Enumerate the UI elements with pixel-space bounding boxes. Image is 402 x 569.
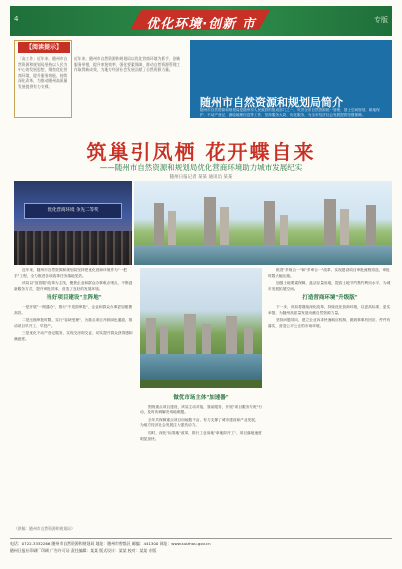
- page-footer: [10, 538, 392, 562]
- building: [340, 209, 349, 245]
- building: [146, 318, 156, 354]
- building: [204, 197, 216, 245]
- intro-panel-text: 随州市自然资源和规划局是随州市人民政府的组成部门之一，负责全市自然资源统一管理、国土空间规划、耕地保护、不动产登记、测绘地理信息等工作，坚持服务大局、优化服务，为全市经济社会发展提供坚强保障。: [200, 108, 380, 118]
- building: [160, 326, 168, 354]
- building: [280, 215, 288, 245]
- paragraph: 围绕重点项目建设，该局主动对接、靠前服务，开展"项目服务专班"行动，及时协调解决用地难题。: [140, 404, 262, 415]
- riverside-city-photo: [140, 268, 262, 388]
- building: [226, 316, 237, 354]
- paragraph: 坚持问题导向，建立企业诉求快速响应机制，做到事事有回应、件件有落实，营造公平公正的市场环境。: [268, 318, 391, 328]
- river: [140, 354, 262, 380]
- river: [134, 245, 392, 265]
- paragraph: 近年来，随州市自然资源和规划局坚持把优化营商环境作为"一把手"工程，全力推进各项改革任务落地见效。: [14, 268, 127, 278]
- riverbank: [140, 380, 262, 388]
- audience: [14, 231, 132, 265]
- paragraph: 三是优化不动产登记服务，实现交房即交证，切实提升群众获得感和满意度。: [14, 331, 133, 341]
- reading-tips-tag: 【阅读提示】: [18, 42, 70, 53]
- article-column-3: [268, 268, 392, 534]
- article-column-1: [14, 268, 134, 534]
- article-column-2: [140, 392, 262, 534]
- section-heading: 当好项目建设"主阵地": [46, 295, 102, 302]
- building: [366, 205, 376, 245]
- building: [244, 328, 253, 354]
- page-number: 4: [14, 15, 19, 23]
- footer-line-2: 随州日报社印刷厂印刷 广告许可证 责任编辑：某某 版式设计：某某 校对：某某 专版: [10, 547, 157, 553]
- intro-panel-title: 随州市自然资源和规划局简介: [200, 96, 343, 109]
- paragraph: 一是开展"一网通办"，推行"不见面审批"，企业和群众办事更加便捷高效。: [14, 304, 133, 315]
- paragraph: 推进"多规合一"和"多审合一"改革，实现建设项目审批流程再造，审批时限大幅压缩。: [268, 268, 390, 278]
- city-skyline-photo: [134, 181, 392, 265]
- paragraph: 加强土地要素保障，盘活存量用地，提高土地节约集约利用水平，为城市发展拓展空间。: [268, 281, 391, 291]
- subheadline: ——随州市自然资源和规划局优化营商环境助力城市发展纪实: [99, 163, 303, 172]
- paragraph: 全年共保障重点项目用地数千亩，有力支撑了城市建设和产业发展，为地方经济社会发展注入强劲动力。: [140, 417, 259, 428]
- masthead-title: 优化环境·创新 市: [146, 17, 256, 32]
- building: [202, 324, 211, 354]
- intro-block: [10, 40, 392, 118]
- page-header: [10, 6, 392, 36]
- building: [264, 201, 275, 245]
- building: [154, 203, 164, 245]
- footer-line-1: 电话：0722-3332266 随州市自然资源和规划局 地址：随州市曾都区 邮编：441300 网址：www.suizhou.gov.cn: [10, 541, 211, 546]
- reading-tips-text-2: 近年来，随州市自然资源和规划局以优化营商环境为抓手，创新服务举措，提升审批效率，强化要素保障，推动自然资源管理工作取得新成效，为地方经济社会发展贡献了自然资源力量。: [74, 56, 181, 72]
- reading-tips-text: 「高工作」近年来，随州市自然资源和规划局坚持以人民为中心的发展思想，聚焦优化营商环境，提升服务效能，持续深化改革，为推动随州高质量发展提供有力支撑。: [18, 56, 68, 89]
- award-ceremony-photo: [14, 181, 132, 265]
- paragraph: 该局以"放管服"改革为主线，聚焦企业和群众办事难点堵点，不断创新服务方式，提升审批效率，营造了良好的发展环境。: [14, 281, 133, 291]
- paragraph: 下一步，该局将继续深化改革，持续优化营商环境，以更高标准、更实举措，为随州高质量发展贡献自然资源力量。: [268, 304, 391, 315]
- building: [168, 211, 176, 245]
- stage-banner-text: 优化营商环境 争先二等奖: [47, 208, 99, 213]
- section-heading: 打造营商环境"升级版": [302, 295, 358, 302]
- paragraph: 二是压缩审批时限，实行"容缺受理"，为重点项目开辟绿色通道，推动项目早开工、早投产。: [14, 318, 133, 328]
- section-heading: 做优市场主体"加速器": [173, 395, 229, 401]
- headline: 筑巢引凤栖 花开蝶自来: [86, 140, 316, 164]
- byline: 随州日报记者 某某 通讯员 某某: [169, 175, 233, 180]
- edition-label: 专版: [374, 16, 388, 24]
- building: [220, 207, 229, 245]
- sign-off: （供稿：随州市自然资源和规划局）: [14, 526, 75, 531]
- building: [184, 314, 196, 354]
- building: [324, 199, 336, 245]
- newspaper-page: [10, 6, 392, 562]
- paragraph: 同时，深化"标准地"改革，推行工业用地"拿地即开工"，项目落地速度明显加快。: [140, 430, 262, 441]
